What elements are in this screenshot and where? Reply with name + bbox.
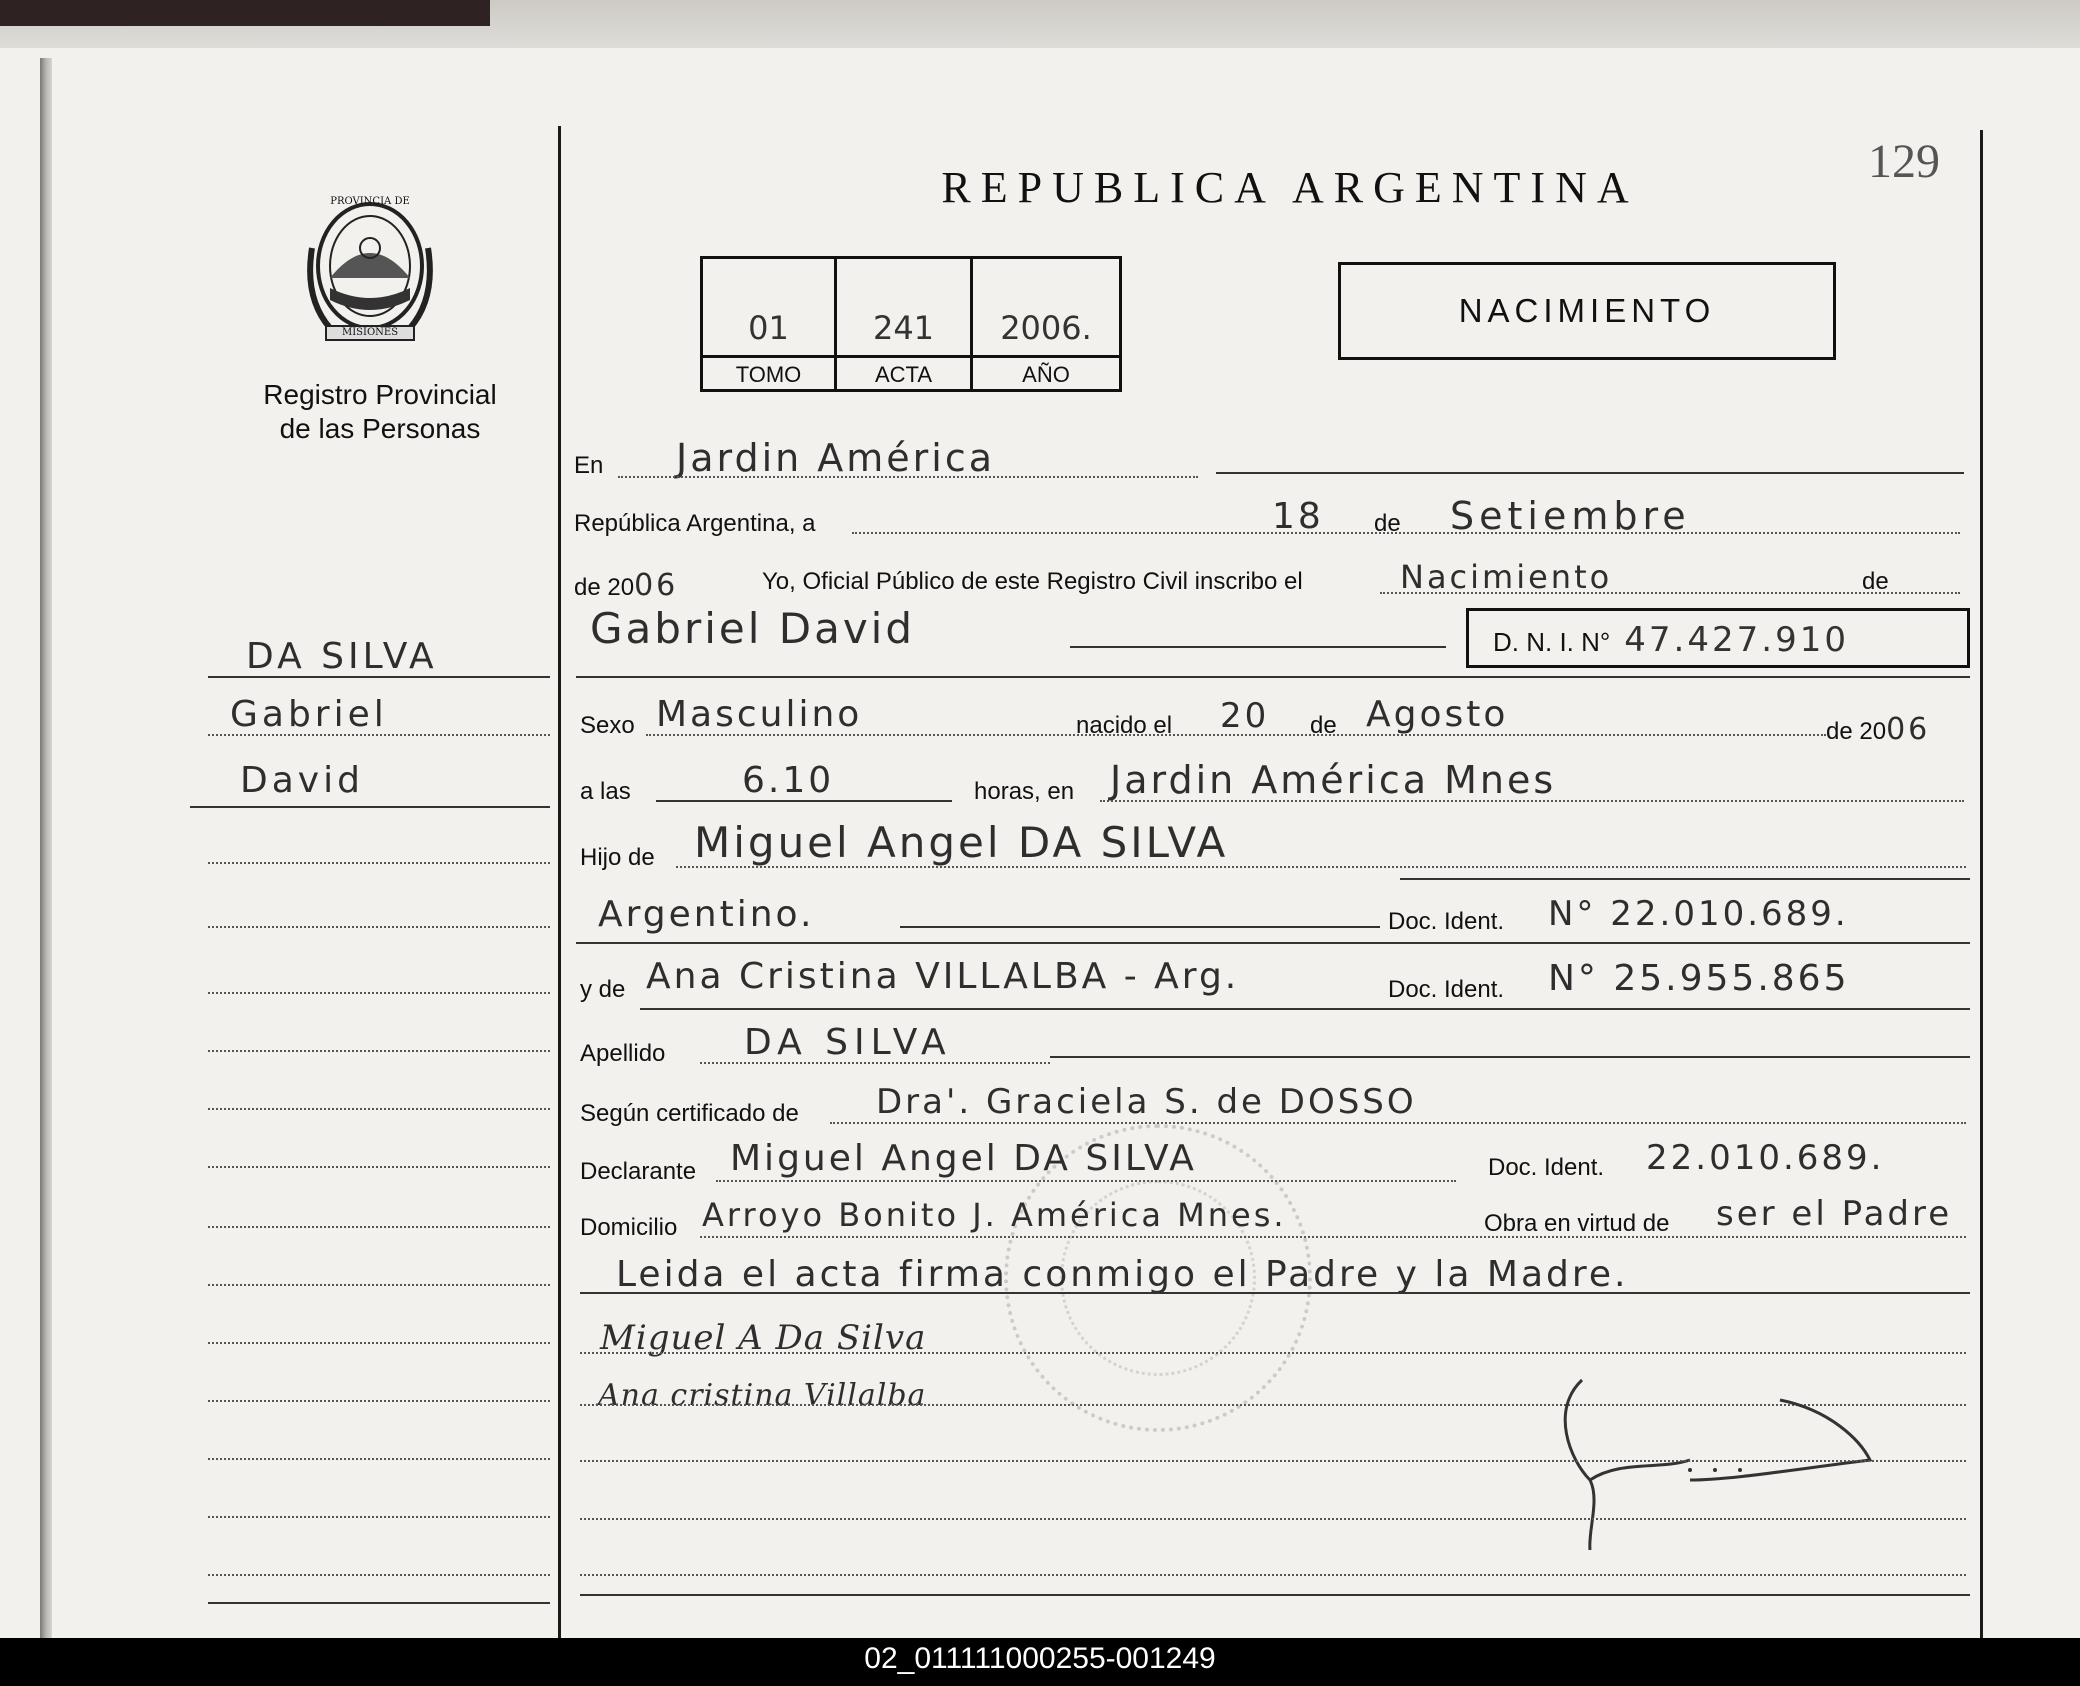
official-text: Yo, Oficial Público de este Registro Civil inscribo el <box>762 568 1303 595</box>
row-rule <box>580 1574 1966 1576</box>
sidebar-rule <box>208 1458 550 1460</box>
row-rule <box>830 1122 1966 1124</box>
apellido-label: Apellido <box>580 1040 666 1067</box>
nacido-label: nacido el <box>1076 712 1173 739</box>
seal-bottom-text: MISIONES <box>341 327 399 338</box>
row-rule <box>1100 800 1964 802</box>
sidebar-rule <box>208 992 550 994</box>
certificado-label: Según certificado de <box>580 1100 799 1127</box>
child-name-value: Gabriel David <box>590 604 916 653</box>
declarante-doc-value: 22.010.689. <box>1646 1138 1885 1178</box>
sexo-label: Sexo <box>580 712 635 739</box>
row-rule <box>700 1062 1050 1064</box>
row-rule <box>646 734 1826 736</box>
father-name-value: Miguel Angel DA SILVA <box>694 818 1229 867</box>
sidebar-rule <box>208 1574 550 1576</box>
birth-year-suffix: 06 <box>1886 712 1931 747</box>
observation-value: Leida el acta firma conmigo el Padre y la Madre. <box>616 1254 1629 1295</box>
tomo-cell <box>703 259 837 389</box>
row-rule <box>1400 878 1970 880</box>
sidebar-first-name: Gabriel <box>230 694 388 735</box>
seal-top-text: PROVINCIA DE <box>330 196 410 207</box>
tomo-value: 01 <box>748 309 789 347</box>
row-rule <box>580 1460 1966 1462</box>
registry-name <box>210 378 550 446</box>
sidebar-rule <box>208 926 550 928</box>
birth-day-value: 20 <box>1220 696 1270 736</box>
page-number: 129 <box>1868 135 1940 188</box>
dni-value: 47.427.910 <box>1624 620 1849 660</box>
birth-place-value: Jardin América Mnes <box>1110 758 1557 802</box>
sidebar-rule <box>208 862 550 864</box>
sexo-value: Masculino <box>656 694 863 735</box>
book-cover-corner <box>0 0 490 26</box>
right-page-border <box>1980 130 1983 1638</box>
year-label <box>574 568 678 603</box>
sidebar-second-name: David <box>240 760 364 801</box>
horas-label: horas, en <box>974 778 1075 805</box>
row-rule <box>1070 646 1446 648</box>
record-type-box: NACIMIENTO <box>1338 262 1836 360</box>
birth-month-value: Agosto <box>1366 694 1509 735</box>
row-rule <box>676 866 1966 868</box>
sidebar-rule <box>208 1516 550 1518</box>
anio-label: AÑO <box>973 355 1119 388</box>
official-signature-icon <box>1530 1370 1890 1560</box>
father-doc-label: Doc. Ident. <box>1388 908 1505 935</box>
sidebar-rule <box>208 676 550 678</box>
year-label-text: de 20 <box>574 574 635 601</box>
sidebar-rule <box>208 1342 550 1344</box>
row-rule <box>1050 1056 1970 1058</box>
birth-de-label: de <box>1310 712 1337 739</box>
act-type-value: Nacimiento <box>1400 558 1613 596</box>
en-label: En <box>574 452 604 479</box>
sidebar-rule <box>208 1226 550 1228</box>
month-value: Setiembre <box>1450 494 1691 538</box>
dni-box <box>1466 608 1970 668</box>
row-rule <box>580 1292 1970 1294</box>
sidebar-rule <box>208 734 550 736</box>
signature-father: Miguel A Da Silva <box>600 1318 927 1358</box>
registry-name-line1: Registro Provincial <box>263 379 497 410</box>
yde-label: y de <box>580 976 626 1003</box>
obra-value: ser el Padre <box>1716 1194 1953 1234</box>
birth-year-label <box>1826 712 1930 747</box>
declarante-value: Miguel Angel DA SILVA <box>730 1138 1197 1179</box>
sidebar-rule <box>208 1166 550 1168</box>
page-binding-edge <box>40 58 52 1638</box>
domicilio-value: Arroyo Bonito J. América Mnes. <box>702 1196 1287 1234</box>
row-rule <box>580 1352 1966 1354</box>
declarante-doc-label: Doc. Ident. <box>1488 1154 1605 1181</box>
row-rule <box>580 1518 1966 1520</box>
mother-name-value: Ana Cristina VILLALBA - Arg. <box>646 956 1240 997</box>
anio-cell <box>973 259 1119 389</box>
left-column-divider <box>558 126 561 1638</box>
de-label-2: de <box>1862 568 1889 595</box>
row-rule <box>900 926 1380 928</box>
acta-label: ACTA <box>837 355 970 388</box>
sidebar-rule <box>208 1400 550 1402</box>
birth-year-label-text: de 20 <box>1826 718 1887 745</box>
sidebar-rule <box>208 1602 550 1604</box>
anio-value: 2006. <box>1000 309 1092 347</box>
row-rule <box>576 676 1970 678</box>
day-value: 18 <box>1272 496 1324 537</box>
sidebar-rule <box>208 1108 550 1110</box>
row-rule <box>1216 472 1964 474</box>
father-doc-value: N° 22.010.689. <box>1548 894 1849 934</box>
row-rule <box>700 1236 1966 1238</box>
declarante-label: Declarante <box>580 1158 697 1185</box>
hijo-label: Hijo de <box>580 844 655 871</box>
row-rule <box>716 1180 1456 1182</box>
row-rule <box>640 1008 1970 1010</box>
row-rule <box>656 800 952 802</box>
certificado-value: Dra'. Graciela S. de DOSSO <box>876 1082 1417 1122</box>
sidebar-rule <box>190 806 550 808</box>
sidebar-rule <box>208 1284 550 1286</box>
row-rule <box>576 942 1970 944</box>
place-value: Jardin América <box>676 436 996 480</box>
year-suffix: 06 <box>634 568 679 603</box>
alas-label: a las <box>580 778 631 805</box>
image-code: 02_011111000255-001249 <box>864 1642 1216 1675</box>
signature-mother: Ana cristina Villalba <box>598 1378 927 1413</box>
birth-time-value: 6.10 <box>742 760 835 801</box>
de-label: de <box>1374 510 1401 537</box>
registry-number-box <box>700 256 1122 392</box>
sidebar-surname: DA SILVA <box>246 636 438 677</box>
row-rule <box>618 476 1198 478</box>
domicilio-label: Domicilio <box>580 1214 678 1241</box>
sidebar-rule <box>208 1050 550 1052</box>
registry-name-line2: de las Personas <box>279 413 481 444</box>
tomo-label: TOMO <box>703 355 834 388</box>
mother-doc-value: N° 25.955.865 <box>1548 958 1850 999</box>
mother-doc-label: Doc. Ident. <box>1388 976 1505 1003</box>
obra-label: Obra en virtud de <box>1484 1210 1670 1237</box>
apellido-value: DA SILVA <box>744 1022 952 1063</box>
rep-arg-label: República Argentina, a <box>574 510 816 537</box>
country-title: REPUBLICA ARGENTINA <box>941 163 1639 212</box>
dni-label: D. N. I. N° <box>1493 627 1611 657</box>
row-rule <box>580 1594 1970 1596</box>
acta-value: 241 <box>872 309 935 347</box>
acta-cell <box>837 259 973 389</box>
province-seal-icon <box>300 188 440 348</box>
row-rule <box>852 532 1960 534</box>
father-nationality-value: Argentino. <box>598 894 815 935</box>
